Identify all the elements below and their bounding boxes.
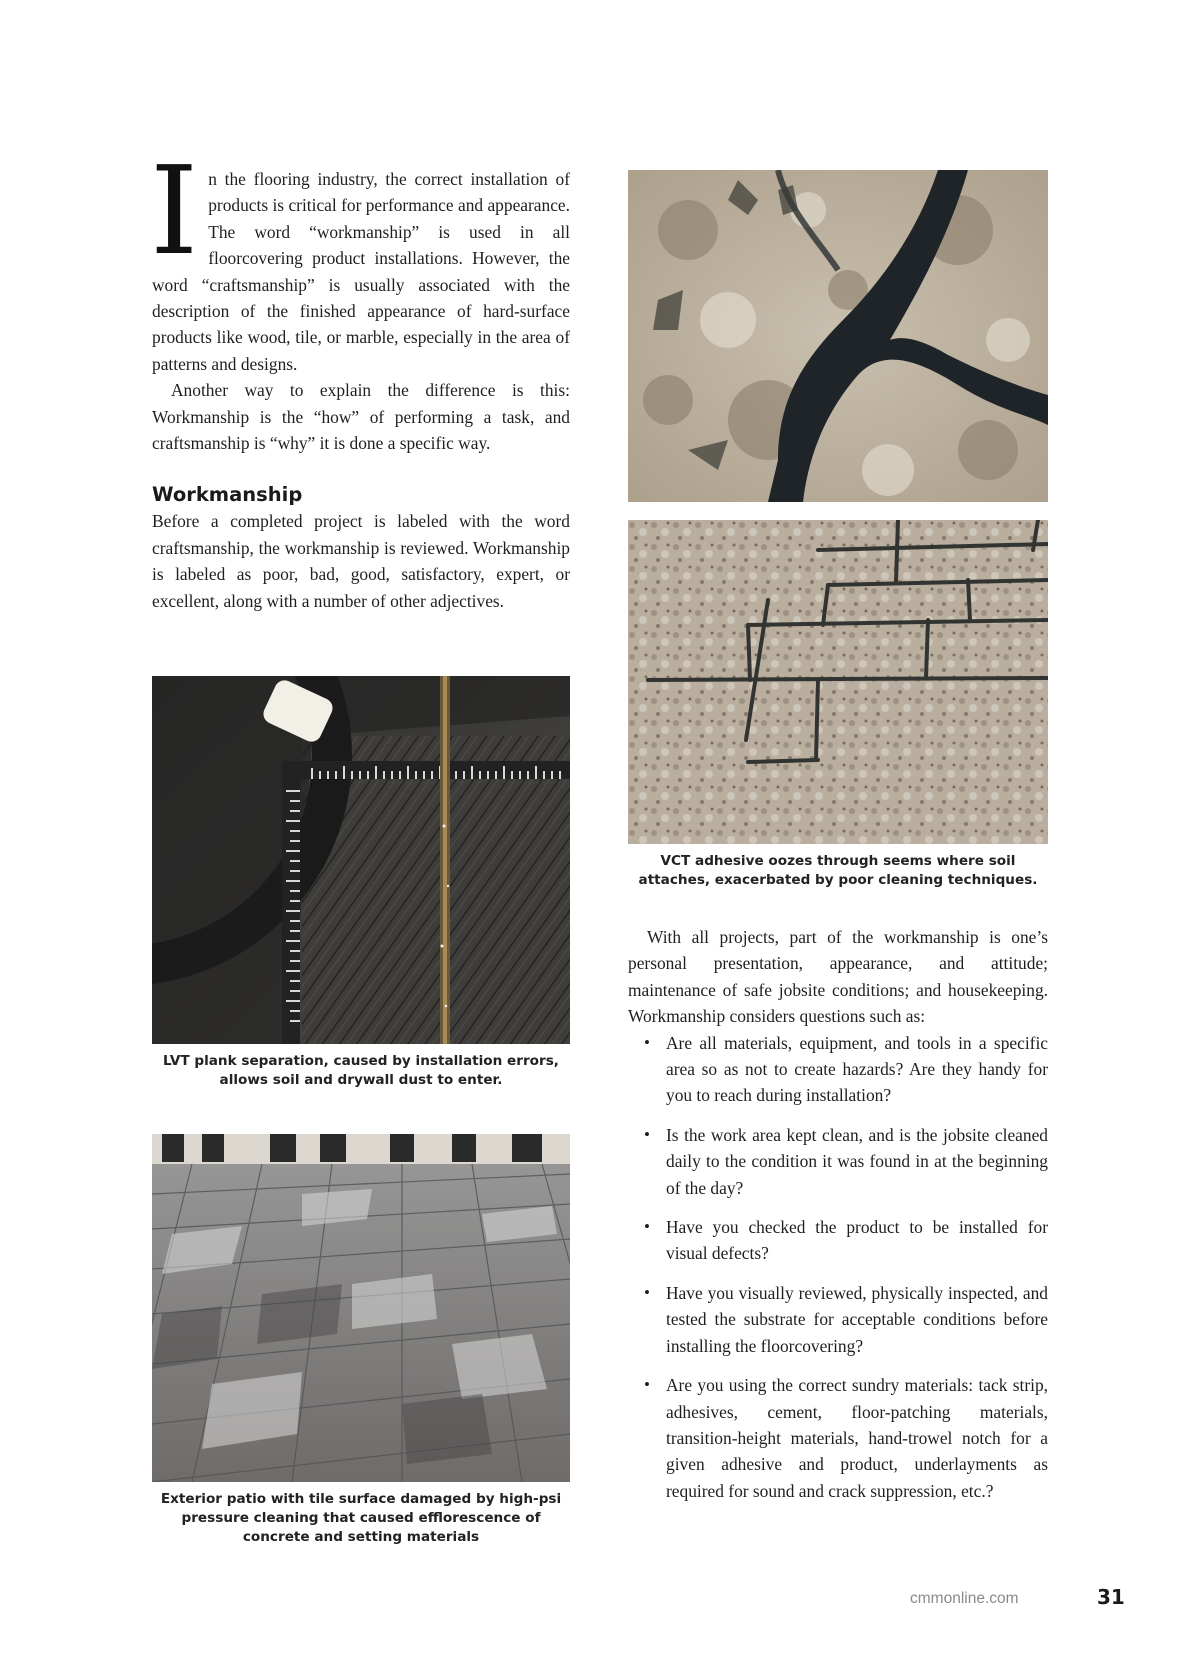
list-item: • Are you using the correct sundry materials: tack strip, adhesives, cement, floor-patching materials, transition-height materials, hand-trowel notch for a given adhesive and product, underlayments as required for sound and crack suppression, etc.? — [628, 1372, 1048, 1504]
right-text-column — [628, 924, 1048, 1517]
section-heading: Workmanship — [152, 483, 303, 507]
left-column — [150, 140, 570, 614]
intro-paragraph: In the flooring industry, the correct installation of products is critical for performance and appearance. The word “workmanship” is used in all floorcovering product installations. However, the word “craftsmanship” is usually associated with the description of the finished appearance of hard-surface products like wood, tile, or marble, especially in the area of patterns and designs. — [150, 140, 570, 374]
vct-adhesive-photo-bottom — [628, 520, 1048, 844]
section-paragraph: Before a completed project is labeled with the word craftsmanship, the workmanship is reviewed. Workmanship is labeled as poor, bad, good, satisfactory, expert, or excellent, along with a number of other adjectives. — [152, 511, 570, 611]
lvt-plank-photo — [152, 676, 570, 1044]
list-item: • Is the work area kept clean, and is the jobsite cleaned daily to the condition it was found in at the beginning of the day? — [628, 1122, 1048, 1201]
patio-caption: Exterior patio with tile surface damaged by high-psi pressure cleaning that caused efflorescence of concrete and setting materials — [160, 1491, 562, 1545]
bullet-icon: • — [644, 1124, 650, 1144]
site-link[interactable]: cmmonline.com — [910, 1590, 1019, 1607]
list-item: • Have you checked the product to be installed for visual defects? — [628, 1214, 1048, 1267]
vct-caption: VCT adhesive oozes through seems where soil attaches, exacerbated by poor cleaning techniques. — [638, 853, 1038, 888]
drop-cap: I — [150, 140, 199, 282]
right-paragraph: With all projects, part of the workmanship is one’s personal presentation, appearance, and attitude; maintenance of safe jobsite conditions; and housekeeping. Workmanship considers questions such as: — [628, 927, 1048, 1027]
list-item: • Have you visually reviewed, physically inspected, and tested the substrate for acceptable conditions before installing the floorcovering? — [628, 1280, 1048, 1359]
questions-list — [628, 1030, 1048, 1505]
lvt-caption: LVT plank separation, caused by installation errors, allows soil and drywall dust to enter. — [163, 1053, 559, 1088]
patio-photo — [152, 1134, 570, 1482]
vct-adhesive-photo-top — [628, 170, 1048, 502]
bullet-icon: • — [644, 1282, 650, 1302]
bullet-icon: • — [644, 1032, 650, 1052]
list-item: • Are all materials, equipment, and tools in a specific area so as not to create hazards? Are they handy for you to reach during installation? — [628, 1030, 1048, 1109]
bullet-icon: • — [644, 1217, 650, 1237]
bullet-icon: • — [644, 1375, 650, 1395]
intro-paragraph-2: Another way to explain the difference is this: Workmanship is the “how” of performing a task, and craftsmanship is “why” it is done a specific way. — [152, 380, 570, 454]
page-number: 31 — [1097, 1585, 1125, 1609]
